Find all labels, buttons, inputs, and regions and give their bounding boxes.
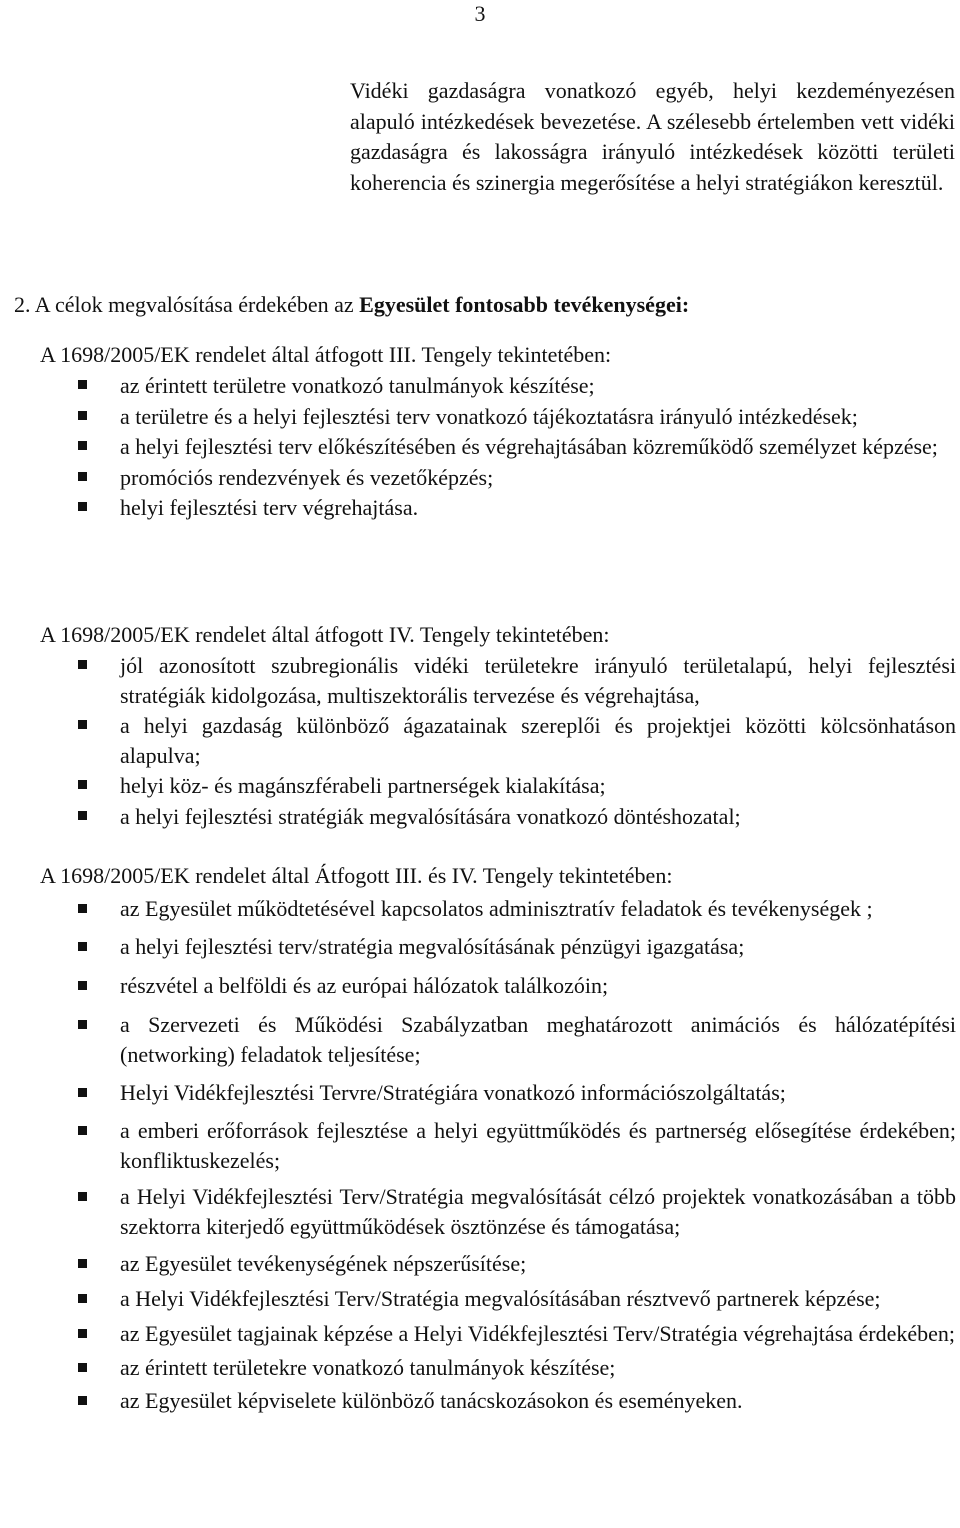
list-item bbox=[78, 711, 956, 770]
list-item-text: helyi köz- és magánszférabeli partnerségek kialakítása; bbox=[120, 773, 606, 798]
bullet-icon bbox=[78, 1126, 87, 1135]
list-item-text: a emberi erőforrások fejlesztése a helyi együttműködés és partnerség elősegítése érdekében; konfliktuskezelés; bbox=[120, 1118, 956, 1173]
section-title-iv: A 1698/2005/EK rendelet által átfogott IV. Tengely tekintetében: bbox=[40, 622, 610, 647]
list-item bbox=[78, 771, 956, 801]
list-item-text: a Helyi Vidékfejlesztési Terv/Stratégia megvalósításában résztvevő partnerek képzése; bbox=[120, 1286, 881, 1311]
bullet-icon bbox=[78, 904, 87, 913]
list-item bbox=[78, 1353, 956, 1383]
list-item bbox=[78, 651, 956, 710]
list-item-text: az Egyesület tagjainak képzése a Helyi Vidékfejlesztési Terv/Stratégia végrehajtása érdekében; bbox=[120, 1321, 956, 1346]
list-item bbox=[78, 971, 956, 1001]
list-item bbox=[78, 932, 956, 962]
list-item-text: a helyi fejlesztési terv/stratégia megvalósításának pénzügyi igazgatása; bbox=[120, 934, 745, 959]
list-item-text: a területre és a helyi fejlesztési terv vonatkozó tájékoztatásra irányuló intézkedések; bbox=[120, 403, 858, 429]
bullet-icon bbox=[78, 660, 87, 669]
list-item bbox=[78, 802, 956, 832]
heading-number: 2. bbox=[14, 292, 31, 317]
bullet-icon bbox=[78, 780, 87, 789]
list-item-text: Helyi Vidékfejlesztési Tervre/Stratégiára vonatkozó információszolgáltatás; bbox=[120, 1080, 786, 1105]
section-heading bbox=[14, 290, 689, 320]
bullet-icon bbox=[78, 1259, 87, 1268]
list-item-text: az érintett területekre vonatkozó tanulmányok készítése; bbox=[120, 1355, 616, 1380]
list-item bbox=[78, 402, 956, 432]
list-item-text: a Helyi Vidékfejlesztési Terv/Stratégia megvalósítását célzó projektek vonatkozásában a több szektorra kiterjedő együttműködések ösztönzése és támogatása; bbox=[120, 1184, 956, 1239]
intro-paragraph: Vidéki gazdaságra vonatkozó egyéb, helyi kezdeményezésen alapuló intézkedések bevezetése. A szélesebb értelemben vett vidéki gazdaságra és lakosságra irányuló intézkedések közötti területi koherencia és szinergia megerősítése a helyi stratégiákon keresztül. bbox=[350, 78, 955, 195]
section-title-iii: A 1698/2005/EK rendelet által átfogott III. Tengely tekintetében: bbox=[40, 342, 612, 367]
list-item-text: az Egyesület működtetésével kapcsolatos adminisztratív feladatok és tevékenységek ; bbox=[120, 896, 873, 921]
list-item-text: promóciós rendezvények és vezetőképzés; bbox=[120, 464, 494, 490]
bullet-icon bbox=[78, 380, 87, 389]
list-item bbox=[78, 1182, 956, 1242]
list-item bbox=[78, 1249, 956, 1279]
list-item-text: az Egyesület képviselete különböző tanácskozásokon és eseményeken. bbox=[120, 1388, 743, 1413]
bullet-icon bbox=[78, 1088, 87, 1097]
list-item bbox=[78, 1386, 956, 1416]
list-item-text: részvétel a belföldi és az európai hálózatok találkozóin; bbox=[120, 973, 609, 998]
list-item bbox=[78, 432, 956, 462]
list-item bbox=[78, 1078, 956, 1108]
list-item-text: a helyi gazdaság különböző ágazatainak szereplői és projektjei közötti kölcsönhatáson alapulva; bbox=[120, 713, 956, 768]
heading-bold-text: Egyesület fontosabb tevékenységei: bbox=[359, 292, 690, 317]
list-item bbox=[78, 1116, 956, 1176]
bullet-icon bbox=[78, 441, 87, 450]
bullet-icon bbox=[78, 472, 87, 481]
bullet-icon bbox=[78, 502, 87, 511]
list-item bbox=[78, 894, 956, 924]
bullet-icon bbox=[78, 1192, 87, 1201]
list-item bbox=[78, 463, 956, 493]
bullet-icon bbox=[78, 1020, 87, 1029]
bullet-list-iv bbox=[78, 651, 956, 831]
list-item bbox=[78, 1284, 956, 1314]
bullet-icon bbox=[78, 1363, 87, 1372]
bullet-icon bbox=[78, 1294, 87, 1303]
list-item-text: helyi fejlesztési terv végrehajtása. bbox=[120, 495, 419, 520]
page-number: 3 bbox=[474, 1, 486, 26]
bullet-icon bbox=[78, 1396, 87, 1405]
bullet-icon bbox=[78, 1329, 87, 1338]
section-title-iii-iv: A 1698/2005/EK rendelet által Átfogott III. és IV. Tengely tekintetében: bbox=[40, 863, 673, 888]
heading-text: A célok megvalósítása érdekében az bbox=[34, 292, 354, 317]
bullet-list-iii bbox=[78, 371, 956, 523]
list-item bbox=[78, 1319, 956, 1349]
bullet-list-iii-iv bbox=[78, 894, 956, 1416]
bullet-icon bbox=[78, 981, 87, 990]
bullet-icon bbox=[78, 720, 87, 729]
list-item-text: az Egyesület tevékenységének népszerűsítése; bbox=[120, 1251, 527, 1276]
list-item bbox=[78, 493, 956, 523]
bullet-icon bbox=[78, 942, 87, 951]
bullet-icon bbox=[78, 811, 87, 820]
list-item bbox=[78, 371, 956, 401]
list-item-text: az érintett területre vonatkozó tanulmányok készítése; bbox=[120, 373, 595, 398]
bullet-icon bbox=[78, 411, 87, 420]
list-item-text: jól azonosított szubregionális vidéki területekre irányuló területalapú, helyi fejlesztési stratégiák kidolgozása, multiszektorális tervezése és végrehajtása, bbox=[120, 653, 956, 708]
list-item-text: a helyi fejlesztési terv előkészítésében és végrehajtásában közreműködő személyzet képzése; bbox=[120, 434, 938, 459]
list-item-text: a helyi fejlesztési stratégiák megvalósítására vonatkozó döntéshozatal; bbox=[120, 803, 741, 829]
list-item-text: a Szervezeti és Működési Szabályzatban meghatározott animációs és hálózatépítési (networking) feladatok teljesítése; bbox=[120, 1012, 956, 1067]
list-item bbox=[78, 1010, 956, 1070]
